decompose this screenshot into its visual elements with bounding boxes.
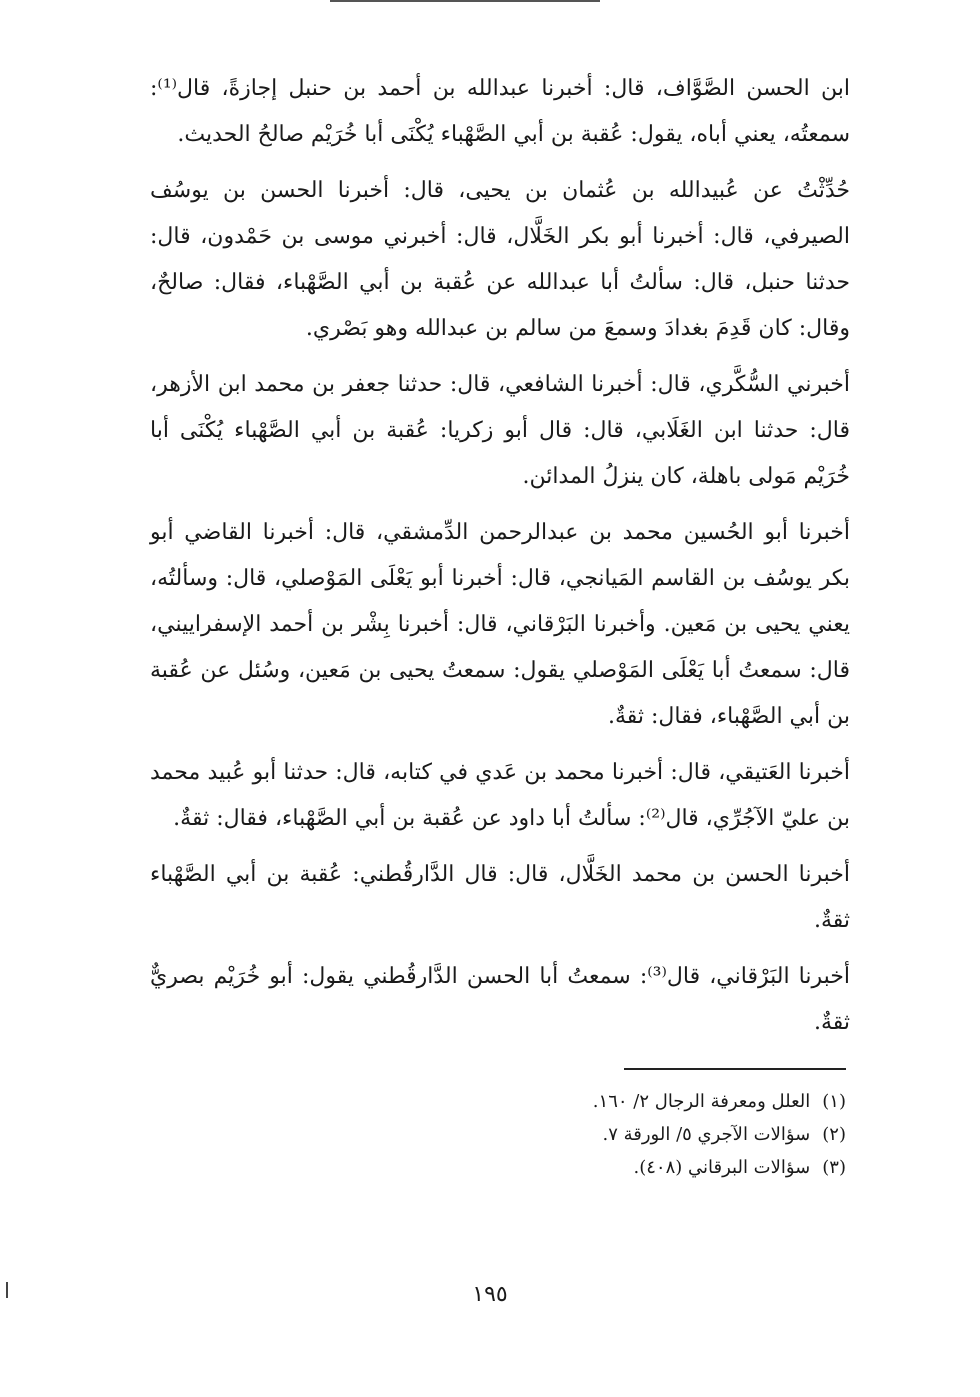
footnote-text: سؤالات البرقاني (٤٠٨). (633, 1157, 811, 1178)
paragraph: أخبرنا البَرْقاني، قال⁽³⁾: سمعتُ أبا الحسن الدَّارقُطني يقول: أبو خُرَيْم بصريٌّ ثقةٌ. (150, 964, 850, 1035)
paragraph: أخبرني السُّكَّري، قال: أخبرنا الشافعي، قال: حدثنا جعفر بن محمد ابن الأزهر، قال: حدثنا ابن الغَلَابي، قال: قال أبو زكريا: عُقبة بن أبي الصَّهْباء يُكْنَى أبا خُرَيْم مَولى باهلة، كان ينزلُ المدائن. (150, 372, 850, 489)
margin-mark (6, 1282, 8, 1298)
footnote (146, 1118, 846, 1151)
paragraph: أخبرنا أبو الحُسين محمد بن عبدالرحمن الدِّمشقي، قال: أخبرنا القاضي أبو بكر يوسُف بن القاسم المَيانجي، قال: أخبرنا أبو يَعْلَى المَوْصلي، قال: وسألتُه، يعني يحيى بن مَعين. وأخبرنا البَرْقاني، قال: أخبرنا بِشْر بن أحمد الإسفراييني، قال: سمعتُ أبا يَعْلَى المَوْصلي يقول: سمعتُ يحيى بن مَعين، وسُئل عن عُقبة بن أبي الصَّهْباء، فقال: ثقةٌ. (150, 520, 850, 729)
footnote-number: (١) (822, 1091, 846, 1112)
footnote-number: (٣) (822, 1157, 846, 1178)
page-number: ١٩٥ (472, 1282, 508, 1307)
paragraph: ابن الحسن الصَّوَّاف، قال: أخبرنا عبدالله بن أحمد بن حنبل إجازةً، قال⁽¹⁾: سمعتُه، يعني أباه، يقول: عُقبة بن أبي الصَّهْباء يُكْنَى أبا خُرَيْم صالحُ الحديث. (150, 76, 850, 147)
footnote-separator (624, 1068, 846, 1070)
footnote-text: العلل ومعرفة الرجال ٢/ ١٦٠. (592, 1091, 811, 1112)
footnote-text: سؤالات الآجري ٥/ الورقة ٧. (602, 1124, 811, 1145)
paragraph: أخبرنا العَتيقي، قال: أخبرنا محمد بن عَدي في كتابه، قال: حدثنا أبو عُبيد محمد بن عليّ الآجُرِّي، قال⁽²⁾: سألتُ أبا داود عن عُقبة بن أبي الصَّهْباء، فقال: ثقةٌ. (150, 760, 850, 831)
main-text (150, 66, 850, 1056)
footnotes (146, 1085, 846, 1184)
footnote-number: (٢) (822, 1124, 846, 1145)
footnote (146, 1085, 846, 1118)
footnote (146, 1151, 846, 1184)
paragraph: أخبرنا الحسن بن محمد الخَلَّال، قال: قال الدَّارقُطني: عُقبة بن أبي الصَّهْباء ثقةٌ. (150, 862, 850, 933)
header-rule (330, 0, 600, 5)
paragraph: حُدِّثْتُ عن عُبيدالله بن عُثمان بن يحيى، قال: أخبرنا الحسن بن يوسُف الصيرفي، قال: أخبرنا أبو بكر الخَلَّال، قال: أخبرني موسى بن حَمْدون، قال: حدثنا حنبل، قال: سألتُ أبا عبدالله عن عُقبة بن أبي الصَّهْباء، فقال: صالحٌ، وقال: كان قَدِمَ بغدادَ وسمعَ من سالم بن عبدالله وهو بَصْري. (150, 178, 850, 341)
